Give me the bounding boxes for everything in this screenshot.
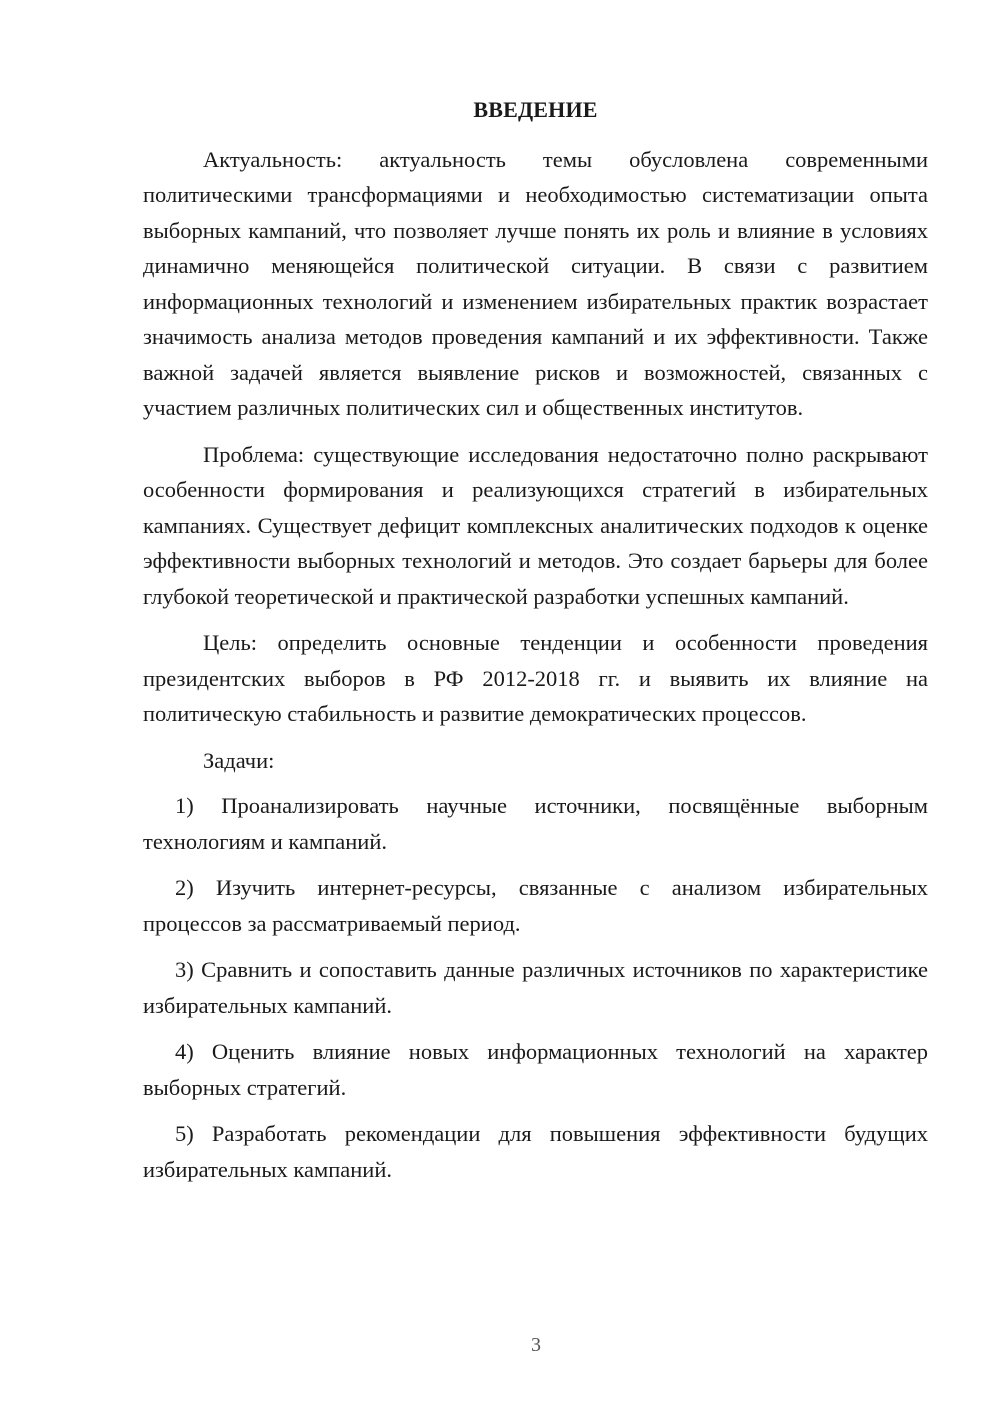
tasks-list xyxy=(143,788,928,1187)
section-title: ВВЕДЕНИЕ xyxy=(473,97,598,122)
task-item: 3) Сравнить и сопоставить данные различных источников по характеристике избирательных кампаний. xyxy=(143,957,928,1018)
task-item: 2) Изучить интернет-ресурсы, связанные с анализом избирательных процессов за рассматриваемый период. xyxy=(143,875,928,936)
problem-paragraph: Проблема: существующие исследования недостаточно полно раскрывают особенности формирования и реализующихся стратегий в избирательных кампаниях. Существует дефицит комплексных аналитических подходов к оценке эффективности выборных технологий и методов. Это создает барьеры для более глубокой теоретической и практической разработки успешных кампаний. xyxy=(143,441,928,609)
task-item: 4) Оценить влияние новых информационных технологий на характер выборных стратегий. xyxy=(143,1039,928,1100)
tasks-heading: Задачи: xyxy=(203,747,275,773)
goal-paragraph: Цель: определить основные тенденции и особенности проведения президентских выборов в РФ 2012-2018 гг. и выявить их влияние на политическую стабильность и развитие демократических процессов. xyxy=(143,630,928,726)
task-item: 5) Разработать рекомендации для повышения эффективности будущих избирательных кампаний. xyxy=(143,1121,928,1182)
relevance-paragraph: Актуальность: актуальность темы обусловлена современными политическими трансформациями и необходимостью систематизации опыта выборных кампаний, что позволяет лучше понять их роль и влияние в условиях динамично меняющейся политической ситуации. В связи с развитием информационных технологий и изменением избирательных практик возрастает значимость анализа методов проведения кампаний и их эффективности. Также важной задачей является выявление рисков и возможностей, связанных с участием различных политических сил и общественных институтов. xyxy=(143,146,928,420)
document-body xyxy=(143,92,928,1198)
task-item: 1) Проанализировать научные источники, посвящённые выборным технологиям и кампаний. xyxy=(143,793,928,854)
page-number: 3 xyxy=(531,1334,541,1356)
